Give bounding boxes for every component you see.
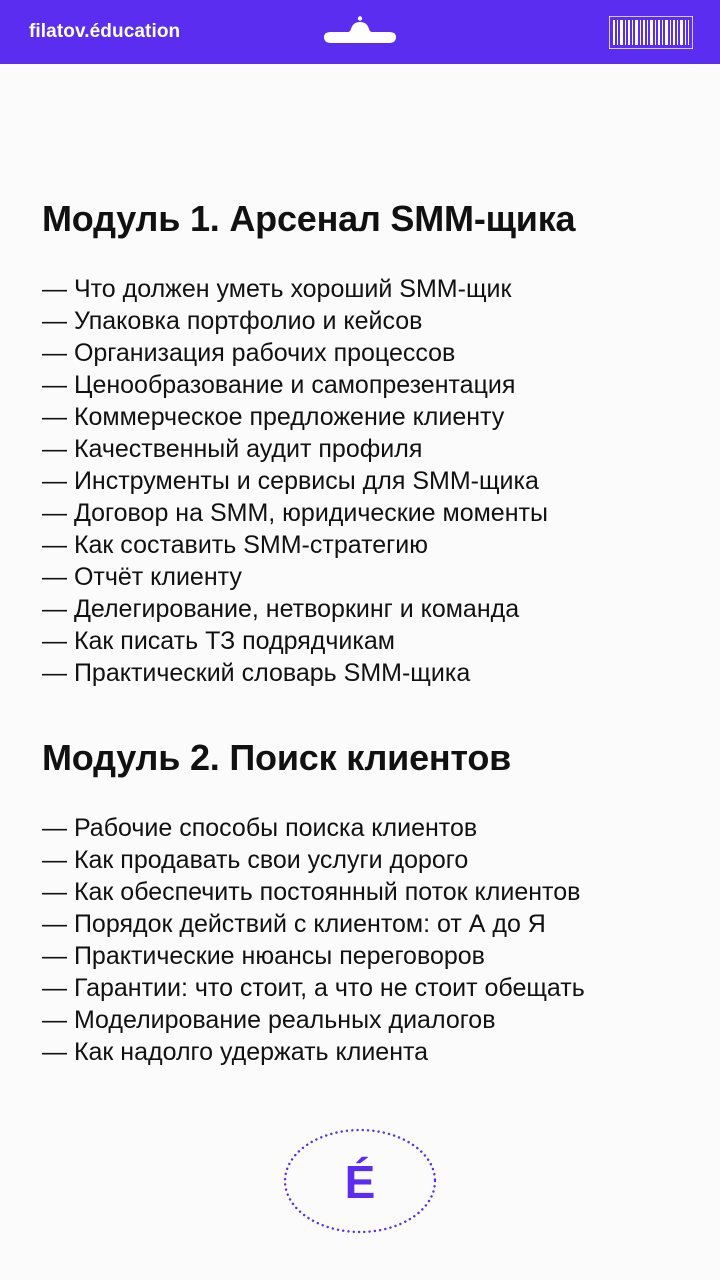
module-1-list-item: — Инструменты и сервисы для SMM-щика [42, 467, 539, 495]
e-acute-logo-icon [283, 1128, 437, 1234]
module-1-list-item: — Что должен уметь хороший SMM-щик [42, 275, 512, 303]
module-2-list-item: — Как продавать свои услуги дорого [42, 846, 469, 874]
module-1-list-item: — Отчёт клиенту [42, 563, 242, 591]
module-1-list-item: — Ценообразование и самопрезентация [42, 371, 516, 399]
top-bar [0, 0, 720, 64]
brand-logo: filatov.éducation [29, 21, 181, 42]
barcode-icon [609, 16, 693, 49]
module-2 [42, 735, 692, 1068]
module-2-list-item: — Как надолго удержать клиента [42, 1038, 429, 1066]
module-1-list-item: — Как писать ТЗ подрядчикам [42, 627, 395, 655]
module-1-title: Модуль 1. Арсенал SMM-щика [42, 198, 576, 239]
module-1-list-item: — Коммерческое предложение клиенту [42, 403, 505, 431]
module-2-list-item: — Практические нюансы переговоров [42, 942, 485, 970]
module-1-list-item: — Организация рабочих процессов [42, 339, 456, 367]
module-2-title: Модуль 2. Поиск клиентов [42, 737, 512, 778]
module-1-list-item: — Упаковка портфолио и кейсов [42, 307, 423, 335]
module-2-list-item: — Порядок действий с клиентом: от А до Я [42, 910, 546, 938]
module-1 [42, 196, 692, 689]
module-2-list [42, 812, 692, 1068]
module-1-list-item: — Как составить SMM-стратегию [42, 531, 428, 559]
module-1-list-item: — Делегирование, нетворкинг и команда [42, 595, 520, 623]
module-2-list-item: — Как обеспечить постоянный поток клиентов [42, 878, 581, 906]
module-1-list-item: — Практический словарь SMM-щика [42, 659, 471, 687]
module-2-list-item: — Моделирование реальных диалогов [42, 1006, 496, 1034]
module-2-list-item: — Рабочие способы поиска клиентов [42, 814, 478, 842]
course-modules [42, 196, 692, 1068]
module-1-list [42, 273, 692, 689]
module-2-list-item: — Гарантии: что стоит, а что не стоит обещать [42, 974, 585, 1002]
module-1-list-item: — Договор на SMM, юридические моменты [42, 499, 548, 527]
module-1-list-item: — Качественный аудит профиля [42, 435, 423, 463]
ticket-notch-icon [324, 15, 396, 45]
footer-logo-text: É [344, 1156, 376, 1208]
